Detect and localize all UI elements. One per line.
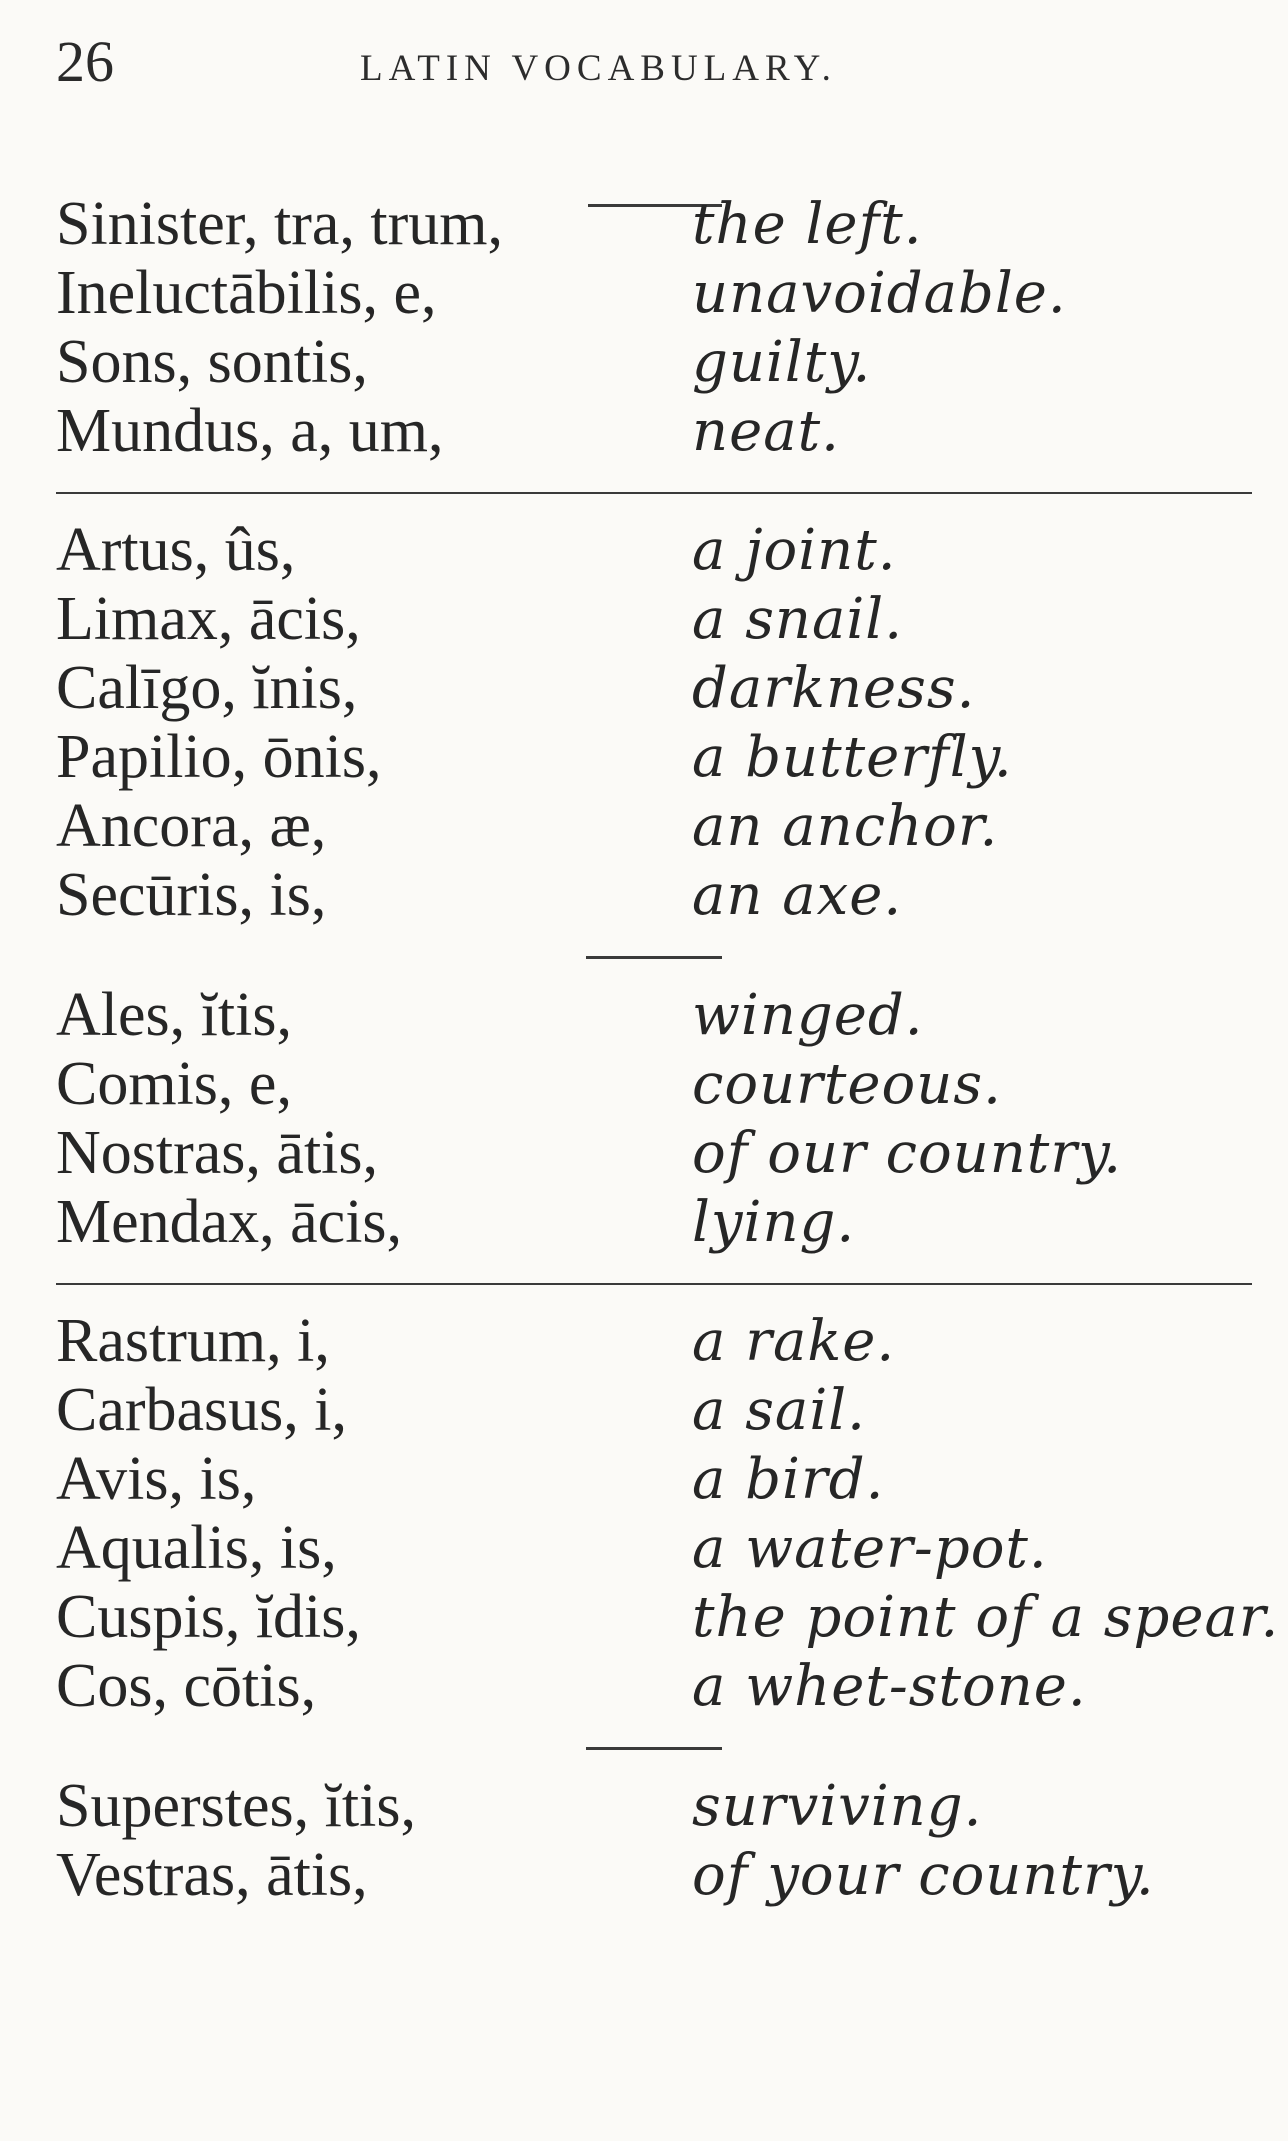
latin-word: Mundus, a, um, (56, 397, 444, 465)
latin-word: Sinister, tra, trum, (56, 190, 503, 258)
latin-word: Vestras, ātis, (56, 1841, 368, 1909)
running-head: LATIN VOCABULARY. (360, 48, 837, 89)
latin-word: Aqualis, is, (56, 1514, 337, 1582)
vocabulary-entry (56, 1841, 1256, 1910)
latin-word: Ales, ĭtis, (56, 981, 292, 1049)
latin-word: Papilio, ōnis, (56, 723, 382, 791)
english-meaning: the point of a spear. (692, 1585, 1280, 1650)
page-number: 26 (56, 29, 114, 94)
english-meaning: courteous. (692, 1052, 1002, 1117)
vocabulary-entry (56, 1772, 1256, 1841)
vocabulary-group (56, 1772, 1256, 1910)
vocabulary-entry (56, 1188, 1256, 1257)
vocabulary-entry (56, 1445, 1256, 1514)
vocabulary-group (56, 981, 1256, 1257)
latin-word: Cos, cōtis, (56, 1652, 317, 1720)
vocabulary-entry (56, 259, 1256, 328)
vocabulary-entry (56, 190, 1256, 259)
latin-word: Ineluctābilis, e, (56, 259, 437, 327)
vocabulary-entry (56, 723, 1256, 792)
vocabulary-entry (56, 654, 1256, 723)
english-meaning: winged. (692, 983, 924, 1048)
vocabulary-entry (56, 1307, 1256, 1376)
latin-word: Nostras, ātis, (56, 1119, 379, 1187)
vocabulary-group (56, 190, 1256, 466)
english-meaning: a butterfly. (692, 725, 1013, 790)
vocabulary-entry (56, 516, 1256, 585)
section-separator-full (56, 492, 1252, 494)
section-separator-short (586, 1747, 722, 1750)
vocabulary-entry (56, 1652, 1256, 1721)
page-header (0, 28, 1288, 108)
english-meaning: a whet-stone. (692, 1654, 1087, 1719)
latin-word: Carbasus, i, (56, 1376, 348, 1444)
vocabulary-entry (56, 328, 1256, 397)
english-meaning: a bird. (692, 1447, 885, 1512)
english-meaning: an anchor. (692, 794, 999, 859)
english-meaning: a snail. (692, 587, 903, 652)
vocabulary-entry (56, 1119, 1256, 1188)
english-meaning: neat. (692, 399, 840, 464)
latin-word: Secūris, is, (56, 861, 327, 929)
section-separator-short (586, 956, 722, 959)
vocabulary-entry (56, 792, 1256, 861)
english-meaning: a water-pot. (692, 1516, 1048, 1581)
english-meaning: a sail. (692, 1378, 866, 1443)
latin-word: Rastrum, i, (56, 1307, 330, 1375)
vocabulary-entry (56, 1583, 1280, 1652)
english-meaning: an axe. (692, 863, 903, 928)
vocabulary-entry (56, 981, 1256, 1050)
vocabulary-group (56, 1307, 1280, 1721)
latin-word: Artus, ûs, (56, 516, 296, 584)
latin-word: Ancora, æ, (56, 792, 327, 860)
latin-word: Limax, ācis, (56, 585, 361, 653)
latin-word: Avis, is, (56, 1445, 257, 1513)
vocabulary-entry (56, 1376, 1256, 1445)
vocabulary-entry (56, 397, 1256, 466)
english-meaning: lying. (692, 1190, 856, 1255)
latin-word: Sons, sontis, (56, 328, 368, 396)
latin-word: Mendax, ācis, (56, 1188, 403, 1256)
vocabulary-entry (56, 861, 1256, 930)
vocabulary-group (56, 516, 1256, 930)
latin-word: Calīgo, ĭnis, (56, 654, 358, 722)
vocabulary-list (56, 190, 1280, 1910)
vocabulary-entry (56, 585, 1256, 654)
english-meaning: darkness. (692, 656, 976, 721)
latin-word: Comis, e, (56, 1050, 292, 1118)
latin-word: Superstes, ĭtis, (56, 1772, 416, 1840)
english-meaning: a joint. (692, 518, 897, 583)
english-meaning: of your country. (692, 1843, 1155, 1908)
latin-word: Cuspis, ĭdis, (56, 1583, 361, 1651)
vocabulary-entry (56, 1514, 1256, 1583)
english-meaning: of our country. (692, 1121, 1123, 1186)
english-meaning: guilty. (692, 330, 872, 395)
english-meaning: a rake. (692, 1309, 896, 1374)
english-meaning: unavoidable. (692, 261, 1067, 326)
english-meaning: the left. (692, 192, 923, 257)
section-separator-full (56, 1283, 1252, 1285)
vocabulary-entry (56, 1050, 1256, 1119)
english-meaning: surviving. (692, 1774, 983, 1839)
